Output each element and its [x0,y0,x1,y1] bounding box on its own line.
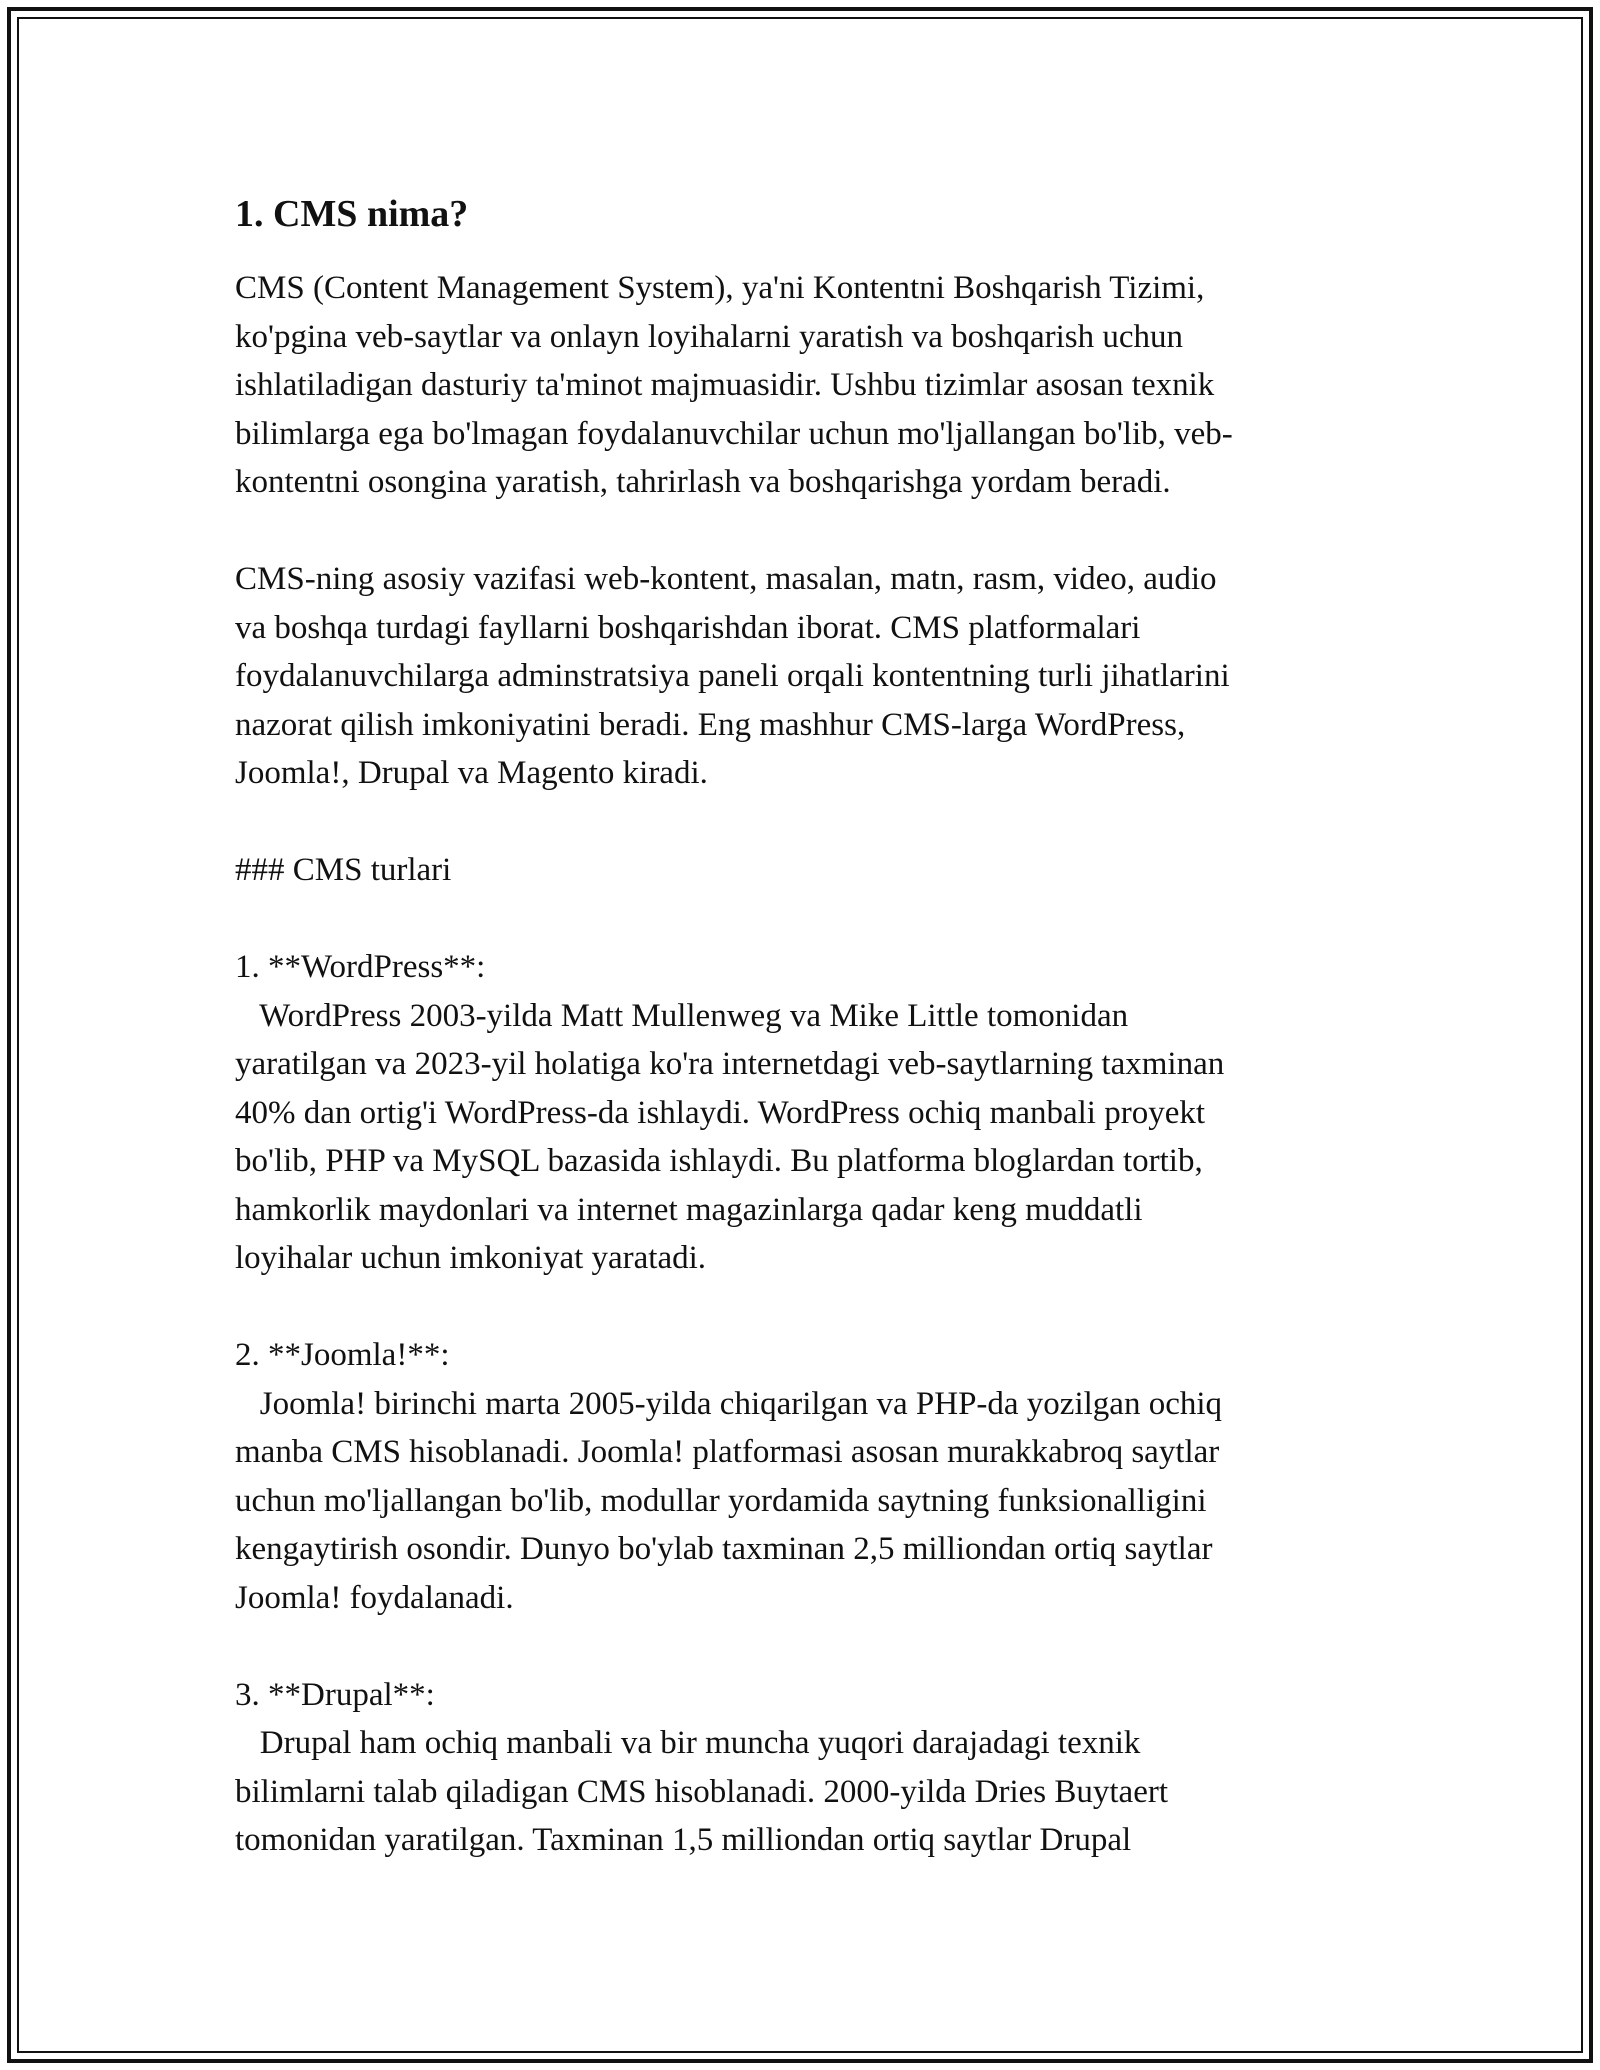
text-line: kengaytirish osondir. Dunyo bo'ylab taxminan 2,5 milliondan ortiq saytlar [235,1531,1213,1567]
text-line: CMS (Content Management System), ya'ni Kontentni Boshqarish Tizimi, [235,270,1205,306]
text-line: bo'lib, PHP va MySQL bazasida ishlaydi. Bu platforma bloglardan tortib, [235,1143,1203,1179]
text-line: ### CMS turlari [235,852,452,888]
text-line: 1. **WordPress**: [235,949,486,985]
text-line: nazorat qilish imkoniyatini beradi. Eng mashhur CMS-larga WordPress, [235,706,1186,743]
text-line: bilimlarga ega bo'lmagan foydalanuvchilar uchun mo'ljallangan bo'lib, veb- [235,415,1233,452]
text-line: tomonidan yaratilgan. Taxminan 1,5 milliondan ortiq saytlar Drupal [235,1822,1132,1858]
paragraph [235,1671,1365,1865]
text-line: Joomla!, Drupal va Magento kiradi. [235,755,708,791]
document-body [235,190,1365,1865]
text-line: uchun mo'ljallangan bo'lib, modullar yordamida saytning funksionalligini [235,1482,1207,1519]
paragraph [235,1331,1365,1622]
paragraph [235,264,1365,507]
text-line: Joomla! birinchi marta 2005-yilda chiqarilgan va PHP-da yozilgan ochiq [235,1385,1223,1422]
text-line: foydalanuvchilarga adminstratsiya paneli orqali kontentning turli jihatlarini [235,658,1230,694]
text-line: CMS-ning asosiy vazifasi web-kontent, masalan, matn, rasm, video, audio [235,561,1217,597]
text-line: kontentni osongina yaratish, tahrirlash va boshqarishga yordam beradi. [235,464,1171,500]
text-line: bilimlarni talab qiladigan CMS hisoblanadi. 2000-yilda Dries Buytaert [235,1773,1169,1810]
paragraph-list [235,264,1365,1865]
text-line: yaratilgan va 2023-yil holatiga ko'ra internetdagi veb-saytlarning taxminan [235,1046,1225,1082]
text-line: Joomla! foydalanadi. [235,1579,514,1616]
text-line: 40% dan ortig'i WordPress-da ishlaydi. WordPress ochiq manbali proyekt [235,1094,1206,1131]
text-line: loyihalar uchun imkoniyat yaratadi. [235,1240,707,1276]
section-heading: 1. CMS nima? [235,193,469,235]
text-line: WordPress 2003-yilda Matt Mullenweg va Mike Little tomonidan [235,997,1129,1034]
paragraph [235,555,1365,798]
paragraph [235,943,1365,1283]
text-line: manba CMS hisoblanadi. Joomla! platformasi asosan murakkabroq saytlar [235,1434,1220,1470]
text-line: 2. **Joomla!**: [235,1337,450,1373]
text-line: va boshqa turdagi fayllarni boshqarishdan iborat. CMS platformalari [235,609,1141,646]
text-line: ishlatiladigan dasturiy ta'minot majmuasidir. Ushbu tizimlar asosan texnik [235,367,1215,403]
text-line: ko'pgina veb-saytlar va onlayn loyihalarni yaratish va boshqarish uchun [235,318,1184,355]
text-line: 3. **Drupal**: [235,1676,435,1713]
paragraph [235,846,1365,895]
text-line: Drupal ham ochiq manbali va bir muncha yuqori darajadagi texnik [235,1725,1141,1761]
text-line: hamkorlik maydonlari va internet magazinlarga qadar keng muddatli [235,1191,1143,1228]
